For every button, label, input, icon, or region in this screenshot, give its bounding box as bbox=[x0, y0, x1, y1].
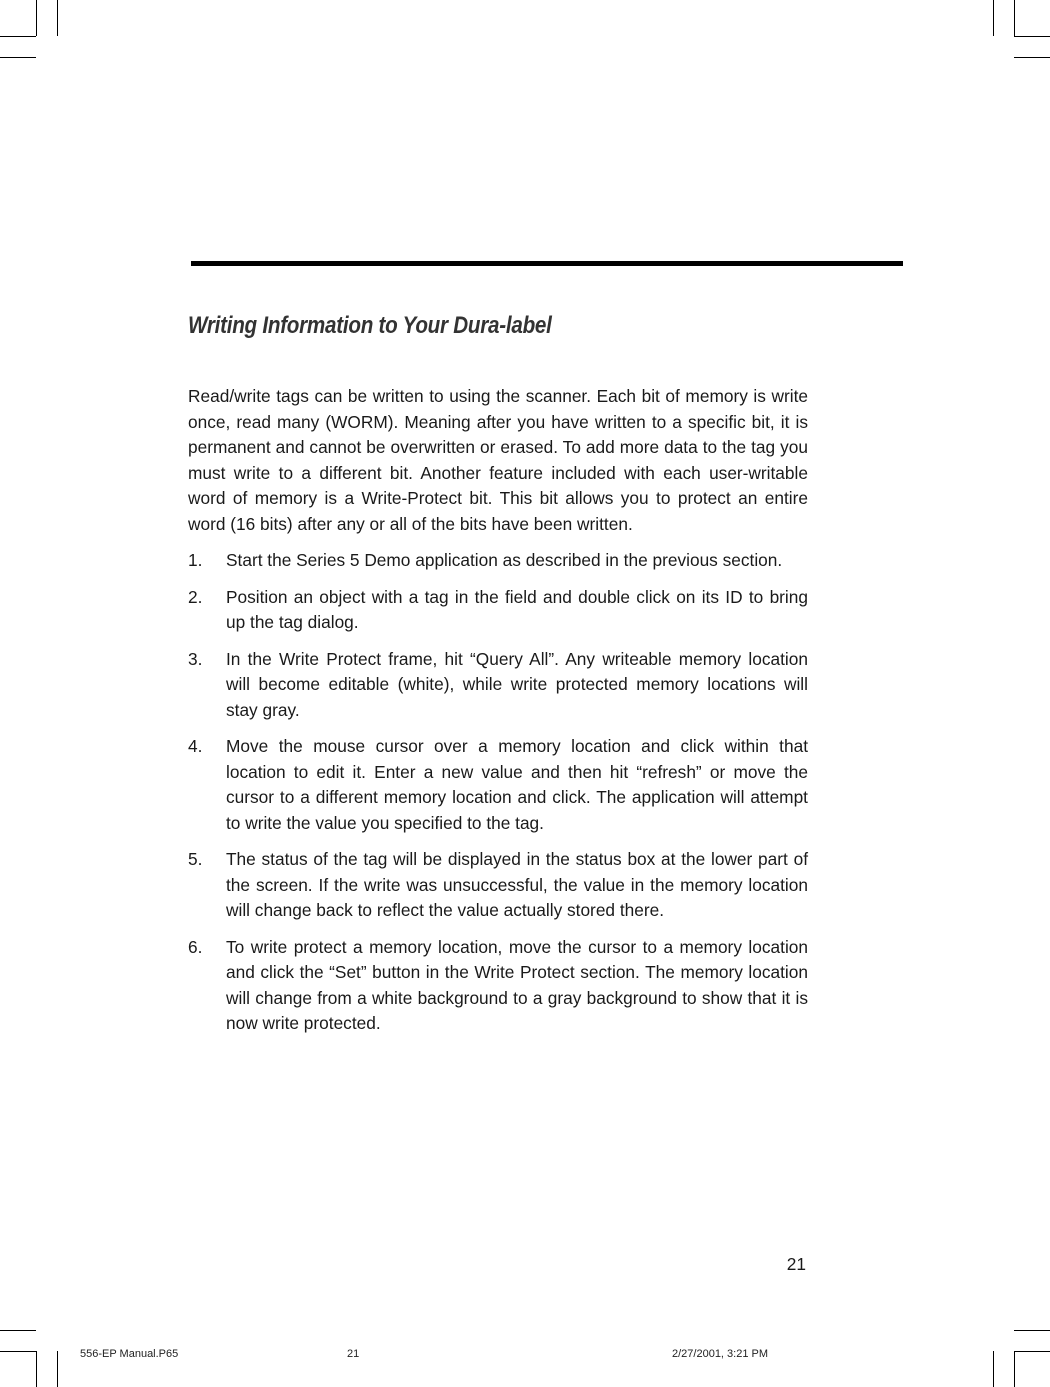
crop-mark bbox=[1014, 1351, 1015, 1387]
crop-mark bbox=[36, 1351, 37, 1387]
step-number: 3. bbox=[188, 648, 203, 669]
footer-filename: 556-EP Manual.P65 bbox=[80, 1348, 179, 1360]
step-text: Start the Series 5 Demo application as described in the previous section. bbox=[226, 550, 783, 570]
crop-mark bbox=[993, 1351, 994, 1387]
footer-timestamp: 2/27/2001, 3:21 PM bbox=[672, 1348, 769, 1360]
step-text: Move the mouse cursor over a memory location and click within that location to edit it. Enter a new value and then hit “refresh” or move the cursor to a different memory location and click. The application will attempt to write the value you specified to the tag. bbox=[226, 736, 808, 833]
crop-mark bbox=[993, 0, 994, 36]
crop-mark bbox=[1014, 1351, 1050, 1352]
crop-mark bbox=[57, 0, 58, 36]
step-number: 5. bbox=[188, 849, 203, 869]
crop-mark bbox=[1014, 1330, 1050, 1331]
crop-mark bbox=[0, 1351, 36, 1352]
header-rule bbox=[191, 261, 903, 266]
crop-mark bbox=[0, 1330, 36, 1331]
crop-mark bbox=[0, 57, 36, 58]
crop-mark bbox=[0, 36, 36, 37]
step-text: To write protect a memory location, move the cursor to a memory location and click the “Set” button in the Write Protect section. The memory location will change from a white background to a gray background to show that it is now write protected. bbox=[226, 936, 808, 1033]
steps-list bbox=[188, 548, 808, 1037]
crop-mark bbox=[1014, 57, 1050, 58]
step-text: In the Write Protect frame, hit “Query All”. Any writeable memory location will become editable (white), while write protected memory locations will stay gray. bbox=[226, 648, 808, 720]
intro-paragraph: Read/write tags can be written to using the scanner. Each bit of memory is write once, read many (WORM). Meaning after you have written to a specific bit, it is permanent and cannot be overwritten or erased. To add more data to the tag you must write to a different bit. Another feature included with each user-writable word of memory is a Write-Protect bit. This bit allows you to protect an entire word (16 bits) after any or all of the bits have been written. bbox=[188, 386, 808, 534]
step-item bbox=[188, 647, 808, 724]
footer-page: 21 bbox=[347, 1348, 360, 1360]
body-content bbox=[188, 384, 808, 1048]
step-item bbox=[188, 734, 808, 836]
step-number: 6. bbox=[188, 936, 203, 957]
crop-mark bbox=[57, 1351, 58, 1387]
step-text: Position an object with a tag in the field and double click on its ID to bring up the tag dialog. bbox=[226, 586, 808, 632]
step-number: 4. bbox=[188, 736, 203, 756]
step-item bbox=[188, 847, 808, 924]
step-text: The status of the tag will be displayed in the status box at the lower part of the screen. If the write was unsuccessful, the value in the memory location will change back to reflect the value actually stored there. bbox=[226, 849, 808, 920]
step-item bbox=[188, 935, 808, 1037]
step-number: 2. bbox=[188, 586, 203, 607]
step-item bbox=[188, 585, 808, 636]
step-item bbox=[188, 548, 808, 574]
crop-mark bbox=[1014, 0, 1015, 36]
page-number: 21 bbox=[786, 1254, 806, 1274]
crop-mark bbox=[1014, 36, 1050, 37]
step-number: 1. bbox=[188, 550, 203, 570]
crop-mark bbox=[36, 0, 37, 36]
section-title: Writing Information to Your Dura-label bbox=[188, 312, 552, 339]
